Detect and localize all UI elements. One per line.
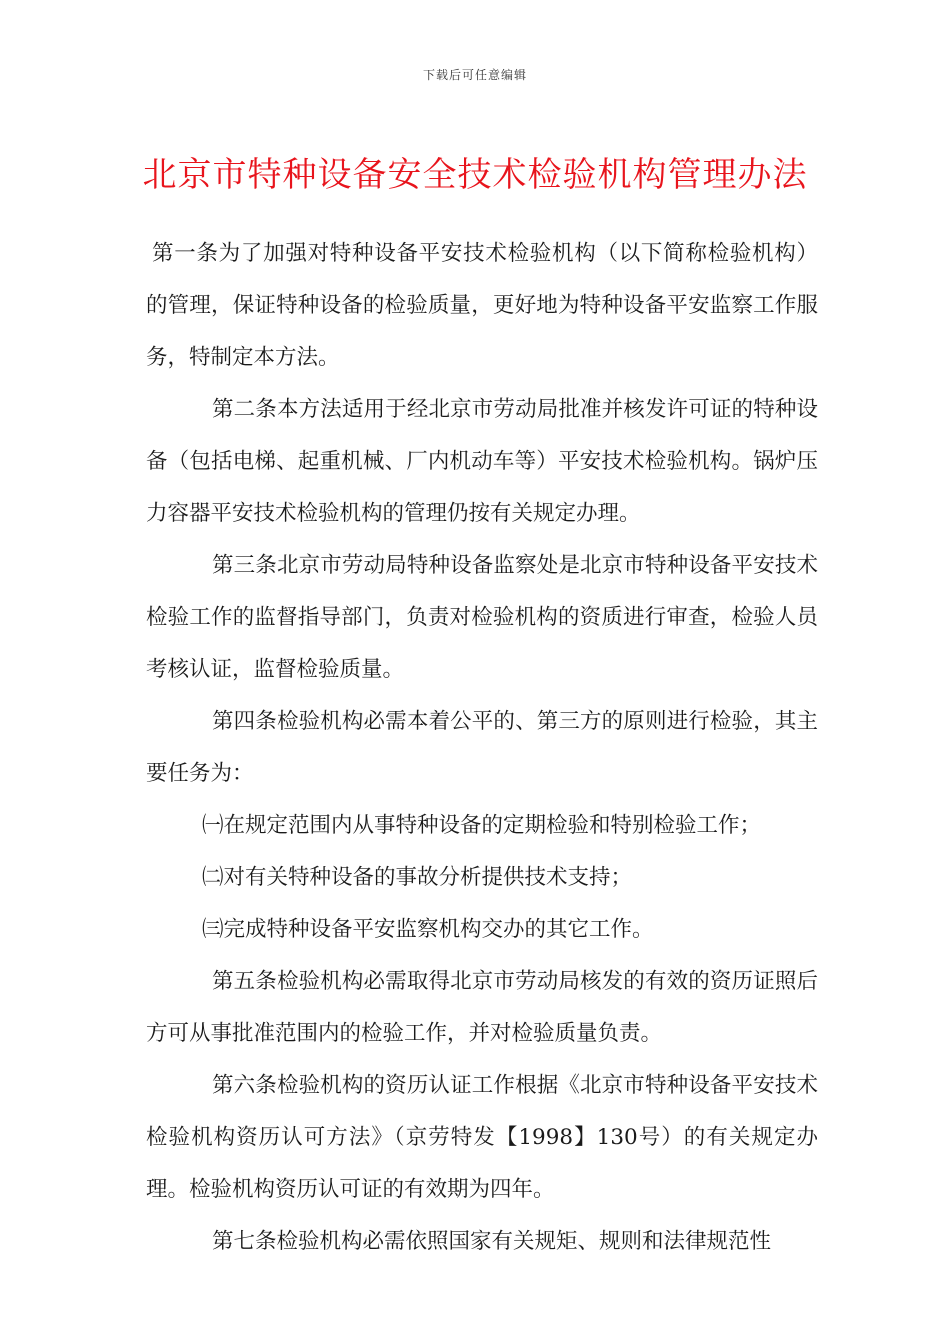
document-title: 北京市特种设备安全技术检验机构管理办法: [142, 154, 808, 195]
article-6-paragraph: 第六条检验机构的资历认证工作根据《北京市特种设备平安技术检验机构资历认可方法》（京劳特发【1998】130号）的有关规定办理。检验机构资历认可证的有效期为四年。: [146, 1073, 818, 1202]
article-7-paragraph: 第七条检验机构必需依照国家有关规矩、规则和法律规范性: [212, 1229, 772, 1254]
task-item-1: ㈠在规定范围内从事特种设备的定期检验和特别检验工作；: [202, 813, 762, 838]
document-body: [146, 228, 818, 1268]
article-1-paragraph: 第一条为了加强对特种设备平安技术检验机构（以下简称检验机构）的管理，保证特种设备的检验质量，更好地为特种设备平安监察工作服务，特制定本方法。: [146, 241, 818, 370]
article-5-paragraph: 第五条检验机构必需取得北京市劳动局核发的有效的资历证照后方可从事批准范围内的检验工作，并对检验质量负责。: [146, 969, 818, 1046]
article-3-paragraph: 第三条北京市劳动局特种设备监察处是北京市特种设备平安技术检验工作的监督指导部门，负责对检验机构的资质进行审查，检验人员考核认证，监督检验质量。: [146, 553, 818, 682]
article-2-paragraph: 第二条本方法适用于经北京市劳动局批准并核发许可证的特种设备（包括电梯、起重机械、厂内机动车等）平安技术检验机构。锅炉压力容器平安技术检验机构的管理仍按有关规定办理。: [146, 397, 818, 526]
task-item-3: ㈢完成特种设备平安监察机构交办的其它工作。: [202, 917, 654, 942]
task-item-2: ㈡对有关特种设备的事故分析提供技术支持；: [202, 865, 633, 890]
article-4-paragraph: 第四条检验机构必需本着公平的、第三方的原则进行检验，其主要任务为：: [146, 709, 818, 786]
header-note: 下载后可任意编辑: [422, 68, 527, 82]
